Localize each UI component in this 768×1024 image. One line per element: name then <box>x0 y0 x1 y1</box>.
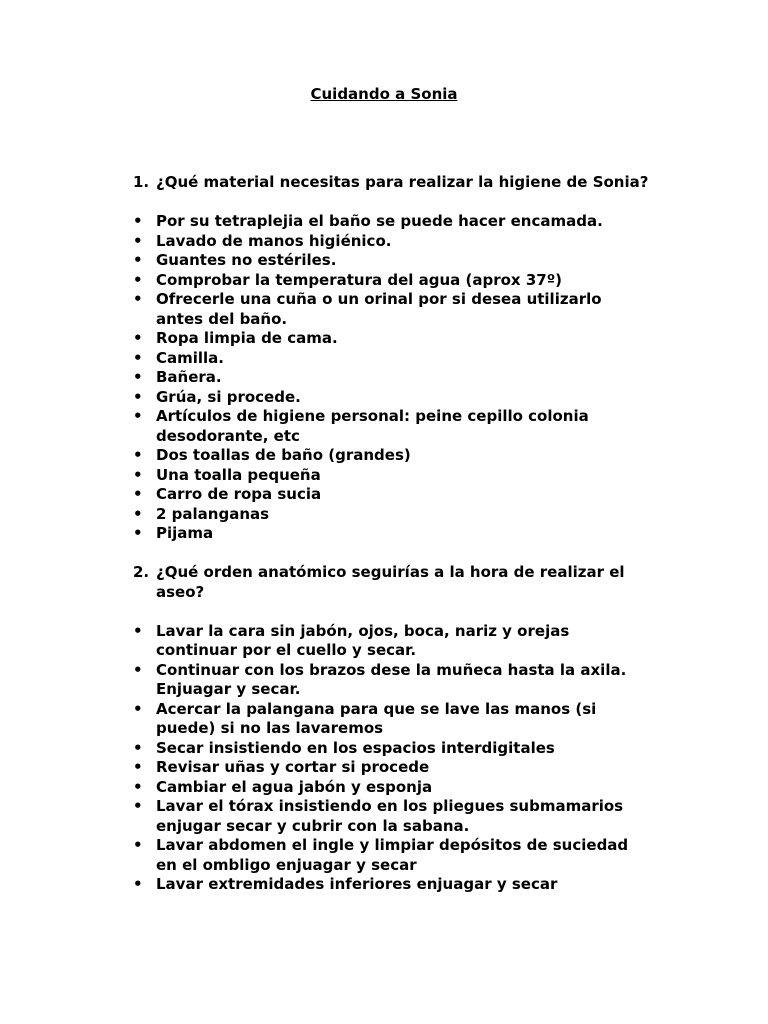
bullet-icon: • <box>133 621 143 640</box>
list-item: • Carro de ropa sucia <box>133 485 322 503</box>
bullet-icon: • <box>133 875 143 893</box>
procedure-list <box>133 622 653 895</box>
question-1 <box>133 173 653 193</box>
list-item: • 2 palanganas <box>133 504 270 523</box>
list-item: • Lavar abdomen el ingle y limpiar depósitos de suciedad en el ombligo enjuagar y secar <box>133 836 629 874</box>
question-number: 1. <box>133 173 150 191</box>
bullet-icon: • <box>133 504 143 523</box>
bullet-icon: • <box>133 290 143 308</box>
list-item: • Dos toallas de baño (grandes) <box>133 446 411 464</box>
bullet-icon: • <box>133 465 143 484</box>
bullet-icon: • <box>133 231 143 250</box>
document-title: Cuidando a Sonia <box>310 85 458 103</box>
bullet-icon: • <box>133 836 143 854</box>
list-item: • Grúa, si procede. <box>133 387 301 406</box>
document-body <box>133 173 653 895</box>
bullet-icon: • <box>133 329 143 347</box>
list-item: • Cambiar el agua jabón y esponja <box>133 777 433 796</box>
bullet-icon: • <box>133 797 143 815</box>
list-item: • Lavado de manos higiénico. <box>133 231 392 250</box>
bullet-icon: • <box>133 446 143 464</box>
list-item: • Continuar con los brazos dese la muñeca hasta la axila. Enjuagar y secar. <box>133 660 627 698</box>
bullet-icon: • <box>133 387 143 406</box>
list-item: • Revisar uñas y cortar si procede <box>133 758 430 776</box>
list-item: • Lavar extremidades inferiores enjuagar y secar <box>133 875 558 893</box>
bullet-icon: • <box>133 212 143 230</box>
list-item: • Ofrecerle una cuña o un orinal por si desea utilizarlo antes del baño. <box>133 290 602 328</box>
bullet-icon: • <box>133 251 143 269</box>
list-item: • Secar insistiendo en los espacios interdigitales <box>133 738 555 757</box>
list-item: • Acercar la palangana para que se lave las manos (si puede) si no las lavaremos <box>133 699 597 737</box>
list-item: • Bañera. <box>133 368 222 386</box>
list-item: • Lavar la cara sin jabón, ojos, boca, nariz y orejas continuar por el cuello y secar. <box>133 621 570 659</box>
question-number: 2. <box>133 563 150 581</box>
bullet-icon: • <box>133 738 143 757</box>
list-item: • Lavar el tórax insistiendo en los pliegues submamarios enjugar secar y cubrir con la sabana. <box>133 797 624 835</box>
material-list <box>133 212 653 544</box>
question-text: ¿Qué material necesitas para realizar la higiene de Sonia? <box>156 173 649 191</box>
list-item: • Pijama <box>133 524 214 542</box>
list-item: • Camilla. <box>133 348 225 367</box>
list-item: • Guantes no estériles. <box>133 251 337 269</box>
list-item: • Artículos de higiene personal: peine cepillo colonia desodorante, etc <box>133 407 589 445</box>
list-item: • Una toalla pequeña <box>133 465 321 484</box>
bullet-icon: • <box>133 777 143 796</box>
question-text: ¿Qué orden anatómico seguirías a la hora de realizar el aseo? <box>156 563 625 601</box>
bullet-icon: • <box>133 407 143 425</box>
bullet-icon: • <box>133 348 143 367</box>
bullet-icon: • <box>133 660 143 679</box>
bullet-icon: • <box>133 368 143 386</box>
list-item: • Por su tetraplejia el baño se puede hacer encamada. <box>133 212 603 230</box>
question-2 <box>133 563 653 602</box>
bullet-icon: • <box>133 524 143 542</box>
bullet-icon: • <box>133 758 143 776</box>
list-item: • Comprobar la temperatura del agua (aprox 37º) <box>133 270 563 289</box>
bullet-icon: • <box>133 485 143 503</box>
bullet-icon: • <box>133 270 143 289</box>
list-item: • Ropa limpia de cama. <box>133 329 338 347</box>
bullet-icon: • <box>133 699 143 718</box>
